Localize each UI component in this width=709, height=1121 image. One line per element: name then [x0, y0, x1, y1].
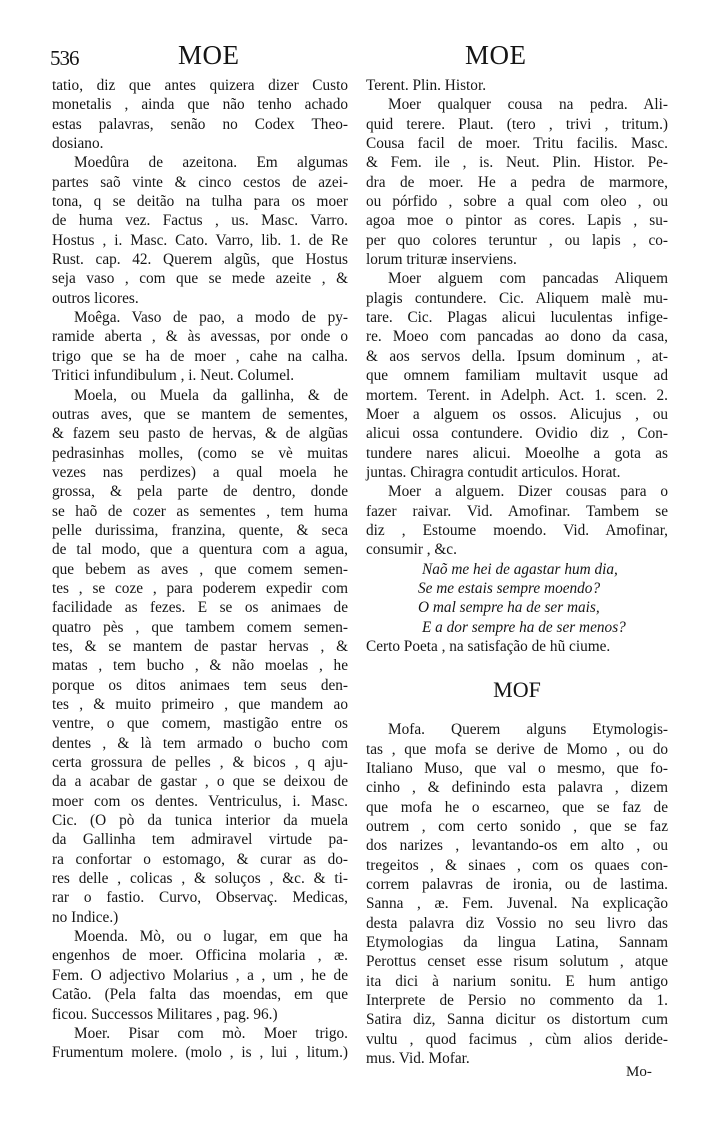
text-line: ficou. Successos Militares , pag. 96.) — [52, 1005, 278, 1023]
entry-start-line: Moer a alguem. Dizer cousas para o — [388, 483, 668, 501]
text-line: tona, q se deitão na tulha para os moer — [52, 193, 348, 211]
text-line: tes , & muito primeiro , que mandem ao — [52, 696, 348, 713]
text-line: re. Moeo com pancadas ao dono da casa, — [366, 328, 668, 346]
text-line: de tal modo, que a quentura com a agua, — [52, 541, 348, 559]
text-line: engenhos de moer. Officina molaria , æ. — [52, 947, 348, 965]
text-line: tes , se coze , para poderem expedir com — [52, 579, 348, 597]
text-line: outrem , com certo sonido , que se faz — [366, 818, 668, 836]
entry-start-line: Moedûra de azeitona. Em algumas — [74, 154, 348, 172]
text-line: per quo colores teruntur , ou lapis , co- — [366, 231, 668, 249]
left-column — [52, 76, 348, 1063]
text-line: moer com os dentes. Ventriculus, i. Masc. — [52, 792, 348, 810]
text-line: agoa moe o pintor as cores. Lapis , su- — [366, 212, 668, 230]
text-line: & fazem seu pasto de hervas, & de algũas — [52, 425, 348, 443]
section-heading: MOF — [493, 677, 541, 703]
text-line: cinho , & definindo esta palavra , dizem — [366, 779, 668, 797]
text-line: desta palavra diz Vossio no seu livro das — [366, 914, 668, 932]
text-line: tundere nares alicui. Moeolhe a gota as — [366, 444, 668, 462]
verse-line: Se me estais sempre moendo? — [418, 579, 601, 597]
entry-start-line: Moêga. Vaso de pao, a modo de py- — [74, 309, 348, 327]
text-line: tas , que mofa se derive de Momo , ou do — [366, 740, 668, 758]
entry-start-line: Moer qualquer cousa na pedra. Ali- — [388, 96, 668, 114]
text-line: Frumentum molere. (molo , is , lui , litum.) — [52, 1044, 348, 1062]
right-column-bottom — [366, 720, 668, 1068]
text-line: Etymologias da lingua Latina, Sannam — [366, 934, 668, 952]
text-line: tregeitos , & sinaes , com os quaes con- — [366, 856, 668, 874]
text-line: Satira diz, Sanna dicitur os distortum cum — [366, 1011, 668, 1029]
text-line: Fem. O adjectivo Molarius , a , um , he de — [52, 966, 348, 984]
text-line: Cousa facil de moer. Tritu facilis. Masc. — [366, 135, 668, 153]
text-line: Perottus censet esse risum solutum , atque — [366, 953, 668, 971]
text-line: ou pórfido , sobre a qual com oleo , ou — [366, 193, 668, 211]
text-line: mus. Vid. Mofar. — [366, 1050, 470, 1068]
text-line: que omnem familiam multavit usque ad — [366, 367, 668, 385]
text-line: Hostus , i. Masc. Cato. Varro, lib. 1. de Re — [52, 231, 348, 249]
text-line: dosiano. — [52, 135, 104, 153]
text-line: Catão. (Pela falta das moendas, em que — [52, 986, 348, 1004]
running-head-right: MOE — [465, 40, 527, 70]
entry-start-line: Moela, ou Muela da gallinha, & de — [74, 386, 348, 404]
running-head-left: MOE — [178, 40, 240, 70]
text-line: Italiano Muso, que val o mesmo, que fo- — [366, 760, 668, 777]
text-line: ramide aberta , & às avessas, por onde o — [52, 328, 348, 346]
text-line: quid terere. Plaut. (tero , trivi , tritum.) — [366, 115, 668, 133]
text-line: Tritici infundibulum , i. Neut. Columel. — [52, 367, 295, 385]
text-line: que bebem as aves , que comem semen- — [52, 560, 348, 578]
text-line: tare. Cic. Plagas alicui luculentas infige- — [366, 309, 668, 327]
text-line: seja vaso , com que se mede azeite , & — [52, 270, 348, 288]
text-line: tes, & se mantem de pastar hervas , & — [52, 637, 348, 655]
text-line: matas , tem bucho , & não moelas , he — [52, 657, 348, 675]
text-line: correm palavras de ironia, ou de lastima. — [366, 876, 668, 894]
text-line: dra de moer. He a pedra de marmore, — [366, 173, 668, 191]
text-line: certa grossura de pelles , & bicos , q aju- — [52, 754, 348, 772]
text-line: outros licores. — [52, 289, 139, 307]
entry-start-line: Moer alguem com pancadas Aliquem — [388, 270, 668, 288]
text-line: outras aves, que se mantem de sementes, — [52, 405, 348, 423]
text-line: vultu , quod facimus , cùm alios deride- — [366, 1030, 668, 1048]
text-line: trigo que se ha de moer , cahe na calha. — [52, 347, 348, 365]
text-line: tatio, diz que antes quizera dizer Custo — [52, 77, 348, 94]
text-line: vezes nas perdizes) a qual moela he — [52, 463, 348, 481]
text-line: grossa, & pela parte de dentro, donde — [52, 483, 348, 501]
right-column — [366, 76, 668, 1069]
text-line: que mofa he o escarneo, que se faz de — [366, 798, 668, 816]
verse-line: Naõ me hei de agastar hum dia, — [422, 560, 618, 578]
text-line: alicui ossa contundere. Ovidio diz , Con- — [366, 425, 668, 443]
text-line: res delle , colicas , & soluços , &c. & ti- — [52, 870, 348, 888]
verse-line: E a dor sempre ha de ser menos? — [422, 618, 626, 636]
text-line: monetalis , ainda que não tenho achado — [52, 96, 348, 114]
text-line: pelle durissima, franzina, quente, & seca — [52, 521, 348, 539]
text-line: facilidade as fezes. E se os animaes de — [52, 599, 348, 617]
text-line: dentes , & là tem armado o bucho com — [52, 734, 348, 752]
text-line: Moer a alguem os ossos. Alicujus , ou — [366, 405, 668, 423]
text-line: da Gallinha tem admiravel virtude pa- — [52, 831, 348, 849]
verse-attribution: Certo Poeta , na satisfação de hũ ciume. — [366, 637, 611, 655]
text-line: Sanna , æ. Fem. Juvenal. Na explicação — [366, 895, 668, 913]
text-line: Interprete de Persio no commento da 1. — [366, 992, 668, 1010]
text-line: mortem. Terent. in Adelph. Act. 1. scen. 2. — [366, 386, 668, 404]
verse-line: O mal sempre ha de ser mais, — [418, 599, 600, 617]
text-line: fazer raivar. Vid. Amofinar. Tambem se — [366, 502, 668, 520]
text-line: ita dici à narium sonitu. E hum antigo — [366, 972, 668, 990]
text-line: juntas. Chiragra contudit articulos. Horat. — [366, 463, 621, 481]
verse-block — [366, 560, 668, 637]
text-line: ventre, o que comem, mastigão entre os — [52, 715, 348, 733]
text-line: Cic. (O pò da tunica interior da muela — [52, 812, 348, 830]
text-line: de huma vez. Factus , us. Masc. Varro. — [52, 212, 348, 230]
text-line: da a acabar de gastar , o que se deixou de — [52, 773, 348, 791]
text-line: lorum trituræ inserviens. — [366, 251, 517, 269]
text-line: & Fem. ile , is. Neut. Plin. Histor. Pe- — [366, 154, 668, 172]
text-line: estas palavras, senão no Codex Theo- — [52, 115, 348, 133]
page-number: 536 — [50, 46, 79, 70]
text-line: Terent. Plin. Histor. — [366, 77, 487, 94]
text-line: se haõ de cozer as sementes , tem huma — [52, 502, 348, 520]
text-line: ra confortar o estomago, & curar as do- — [52, 850, 348, 868]
text-line: dos narizes , levantando-os em alto , ou — [366, 837, 668, 855]
right-column-top — [366, 76, 668, 560]
text-line: plagis contundere. Cic. Aliquem malè mu- — [366, 289, 668, 307]
text-line: no Indice.) — [52, 908, 119, 926]
catchword: Mo- — [626, 1064, 652, 1080]
text-line: quatro pès , que tambem comem semen- — [52, 618, 348, 636]
text-line: partes saõ vinte & cinco cestos de azei- — [52, 173, 348, 191]
text-line: consumir , &c. — [366, 541, 457, 559]
text-line: porque os ditos animaes tem seus den- — [52, 676, 348, 694]
entry-start-line: Moer. Pisar com mò. Moer trigo. — [74, 1024, 348, 1042]
text-line: Rust. cap. 42. Querem algũs, que Hostus — [52, 251, 348, 269]
entry-start-line: Moenda. Mò, ou o lugar, em que ha — [74, 928, 348, 946]
text-line: & aos servos della. Ipsum dominum , at- — [366, 347, 668, 365]
text-line: rar o fastio. Curvo, Observaç. Medicas, — [52, 889, 348, 907]
text-line: diz , Estoume moendo. Vid. Amofinar, — [366, 521, 668, 539]
entry-start-line: Mofa. Querem alguns Etymologis- — [388, 721, 668, 739]
text-line: pedrasinhas molles, (como se vè muitas — [52, 444, 348, 462]
